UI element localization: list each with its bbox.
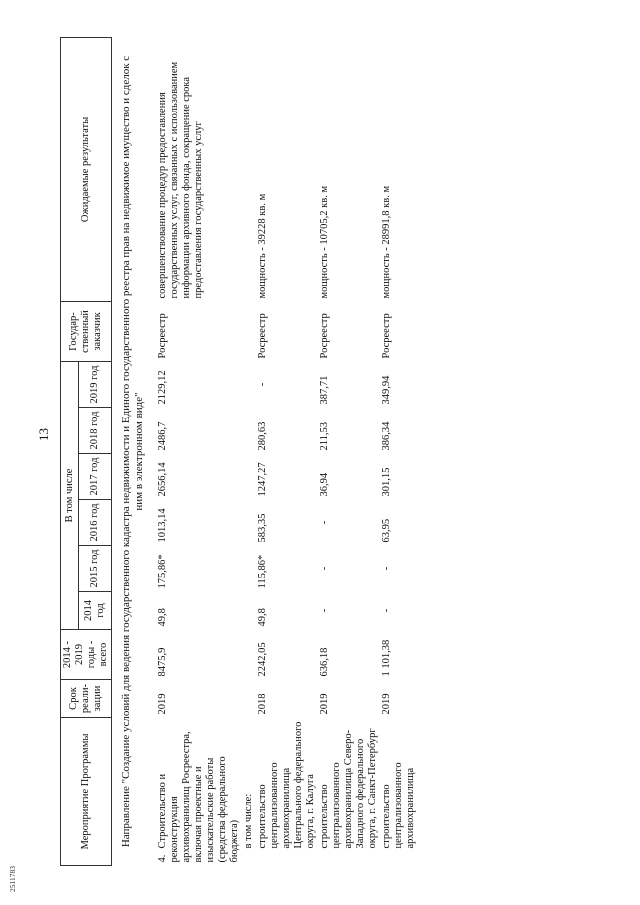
- event-cell: строительство централизованного архивохранилища Центрального федерального округа, г. Калуга: [257, 721, 316, 849]
- header-2018: 2018 год: [79, 408, 112, 454]
- y2019-cell: -: [257, 382, 268, 387]
- total-cell: 636,18: [319, 647, 330, 677]
- event-cell: строительство централизованного архивохранилища: [381, 762, 416, 849]
- y2018-cell: 211,53: [319, 422, 330, 451]
- table-header: [61, 37, 112, 865]
- y2015-cell: 115,86*: [257, 554, 268, 589]
- page-number: 13: [36, 428, 51, 441]
- header-term: Срок реали-зации: [61, 680, 112, 718]
- total-cell: 8475,9: [157, 647, 168, 677]
- y2016-cell: 1013,14: [157, 508, 168, 543]
- header-results: Ожидаемые результаты: [61, 37, 112, 301]
- program-table-page: [60, 38, 600, 866]
- y2018-cell: 280,63: [257, 421, 268, 451]
- results-cell: мощность - 28991,8 кв. м: [381, 185, 392, 299]
- table-row: [318, 37, 380, 865]
- header-customer: Государ-ственный заказчик: [61, 301, 112, 361]
- y2014-cell: 49,8: [157, 608, 168, 627]
- total-cell: 1 101,38: [381, 639, 392, 677]
- y2014-cell: -: [319, 608, 330, 613]
- y2015-cell: -: [319, 566, 330, 571]
- including-label: в том числе:: [243, 793, 254, 849]
- y2017-cell: 36,94: [319, 472, 330, 497]
- customer-cell: Росреестр: [381, 313, 392, 359]
- header-2015: 2015 год: [79, 546, 112, 592]
- y2017-cell: 2656,14: [157, 462, 168, 497]
- header-2016: 2016 год: [79, 500, 112, 546]
- event-cell: строительство централизованного архивохранилища Северо-Западного федерального округа, г. Санкт-Петербург: [319, 728, 378, 849]
- y2018-cell: 2486,7: [157, 421, 168, 451]
- y2014-cell: 49,8: [257, 608, 268, 627]
- header-2019: 2019 год: [79, 361, 112, 407]
- y2018-cell: 386,34: [381, 421, 392, 451]
- y2017-cell: 1247,27: [257, 462, 268, 497]
- y2019-cell: 2129,12: [157, 370, 168, 405]
- results-cell: совершенствование процедур предоставления государственных услуг, связанных с использованием информации архивного фонда, сокращение срока предоставления государственных услуг: [157, 61, 204, 299]
- table-row: [256, 37, 318, 865]
- term-cell: 2019: [381, 693, 392, 715]
- y2016-cell: 63,95: [381, 518, 392, 543]
- term-cell: 2018: [257, 693, 268, 715]
- term-cell: 2019: [157, 693, 168, 715]
- event-cell: [156, 718, 242, 866]
- header-including: В том числе: [61, 361, 79, 629]
- y2015-cell: 175,86*: [157, 554, 168, 589]
- results-cell: мощность - 10705,2 кв. м: [319, 185, 330, 299]
- table-row: [380, 37, 418, 865]
- header-total: 2014 - 2019 годы - всего: [61, 630, 112, 680]
- including-row: [242, 37, 256, 865]
- y2019-cell: 387,71: [319, 375, 330, 405]
- header-event: Мероприятие Программы: [61, 718, 112, 866]
- customer-cell: Росреестр: [157, 313, 168, 359]
- direction-title: Направление "Создание условий для ведения государственного кадастра недвижимости и Единого государственного реестра прав на недвижимое имущество и сделок с ним в электронном виде": [120, 55, 145, 848]
- y2016-cell: 583,35: [257, 513, 268, 543]
- table-row: [156, 37, 242, 865]
- document-code: 2511783: [8, 866, 17, 892]
- customer-cell: Росреестр: [257, 313, 268, 359]
- customer-cell: Росреестр: [319, 313, 330, 359]
- row-index: 4.: [157, 854, 168, 863]
- y2019-cell: 349,94: [381, 375, 392, 405]
- direction-row: [112, 37, 157, 865]
- header-2017: 2017 год: [79, 454, 112, 500]
- term-cell: 2019: [319, 693, 330, 715]
- results-cell: мощность - 39228 кв. м: [257, 193, 268, 299]
- program-table: [60, 37, 418, 866]
- y2014-cell: -: [381, 608, 392, 613]
- header-2014: 2014 год: [79, 592, 112, 630]
- event-text: Строительство и реконструкция архивохранилищ Росреестра, включая проектные и изыскательские работы (средства федерального бюджета): [157, 731, 240, 863]
- y2015-cell: -: [381, 566, 392, 571]
- total-cell: 2242,05: [257, 642, 268, 677]
- y2017-cell: 301,15: [381, 467, 392, 497]
- y2016-cell: -: [319, 520, 330, 525]
